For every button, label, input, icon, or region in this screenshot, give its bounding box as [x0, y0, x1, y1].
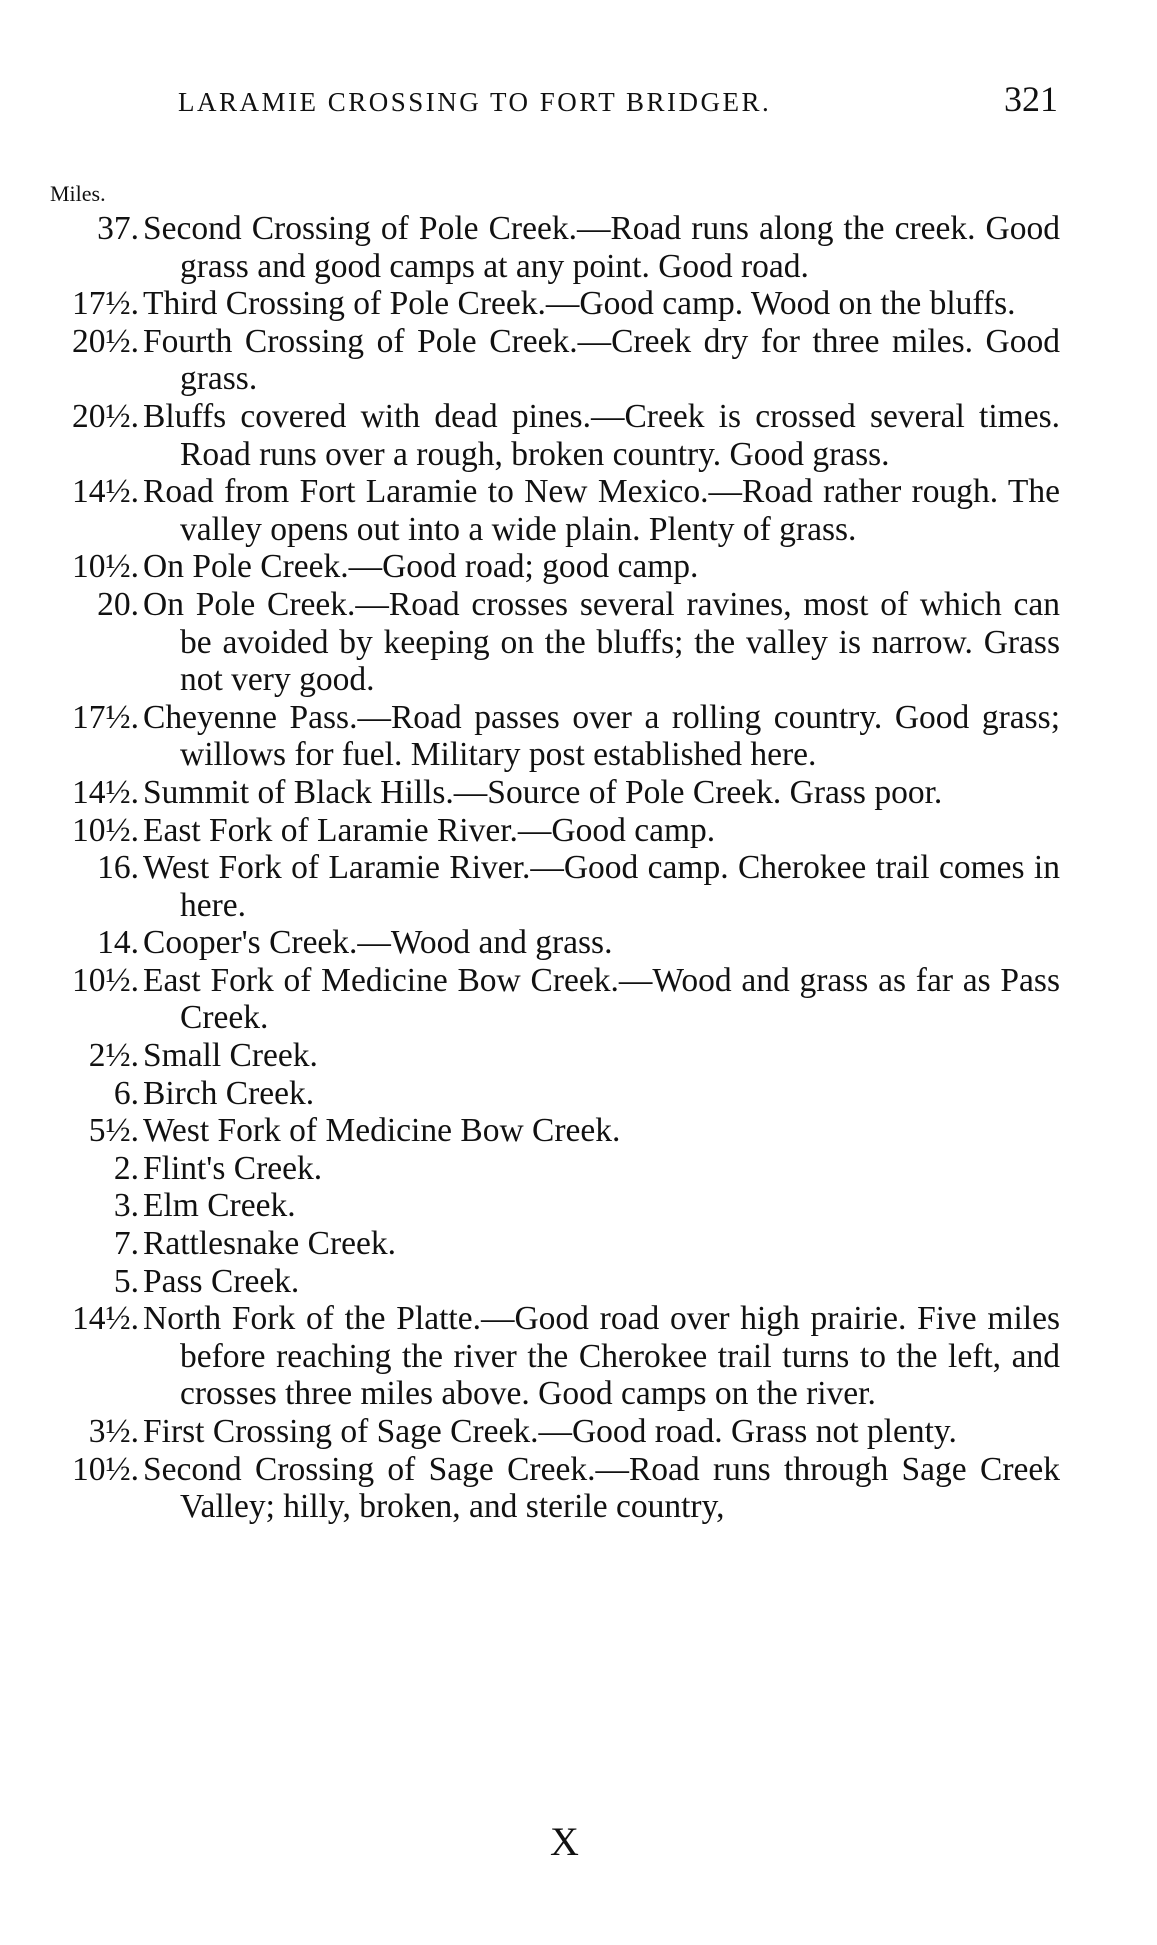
itinerary-entry	[40, 1225, 1060, 1263]
entry-distance: 17½.	[72, 698, 139, 736]
itinerary-entry	[40, 1112, 1060, 1150]
entry-distance: 7.	[113, 1225, 139, 1263]
entry-text: Summit of Black Hills.—Source of Pole Creek. Grass poor.	[143, 773, 943, 811]
entry-distance: 20½.	[72, 322, 139, 360]
itinerary-entry	[40, 548, 1060, 586]
itinerary-entry	[40, 962, 1060, 1037]
entry-distance: 20½.	[72, 397, 139, 435]
entry-text: West Fork of Laramie River.—Good camp. Cherokee trail comes in here.	[143, 849, 1060, 924]
itinerary-entry	[40, 1037, 1060, 1075]
itinerary-entry	[40, 699, 1060, 774]
itinerary-entry	[40, 1300, 1060, 1413]
entry-distance: 5½.	[88, 1112, 139, 1150]
running-title: LARAMIE CROSSING TO FORT BRIDGER.	[178, 87, 772, 117]
page-number: 321	[1004, 79, 1058, 119]
entry-text: Small Creek.	[143, 1037, 318, 1075]
entry-distance: 14½.	[72, 773, 139, 811]
signature-mark: X	[550, 1819, 579, 1864]
entry-text: Elm Creek.	[143, 1187, 296, 1225]
itinerary-entry	[40, 398, 1060, 473]
entry-distance: 10½.	[72, 811, 139, 849]
entry-text: Second Crossing of Pole Creek.—Road runs along the creek. Good grass and good camps at any point. Good road.	[143, 210, 1060, 285]
entry-distance: 16.	[97, 849, 139, 887]
itinerary-entry	[40, 924, 1060, 962]
entry-distance: 14½.	[72, 1300, 139, 1338]
entry-text: Rattlesnake Creek.	[143, 1225, 397, 1263]
miles-column-label: Miles.	[50, 181, 106, 206]
itinerary-entry	[40, 1413, 1060, 1451]
entry-text: Pass Creek.	[143, 1262, 300, 1300]
itinerary-entry	[40, 849, 1060, 924]
itinerary-entry	[40, 586, 1060, 699]
entry-text: First Crossing of Sage Creek.—Good road. Grass not plenty.	[143, 1413, 957, 1450]
entry-text: Road from Fort Laramie to New Mexico.—Road rather rough. The valley opens out into a wide plain. Plenty of grass.	[143, 473, 1060, 548]
entry-text: Third Crossing of Pole Creek.—Good camp. Wood on the bluffs.	[143, 285, 1016, 323]
entry-distance: 2.	[113, 1149, 139, 1187]
entry-text: On Pole Creek.—Road crosses several ravines, most of which can be avoided by keeping on the bluffs; the valley is narrow. Grass not very good.	[143, 585, 1060, 699]
entry-distance: 5.	[113, 1262, 139, 1300]
page-header	[178, 78, 1058, 120]
itinerary-entry	[40, 1187, 1060, 1225]
entry-text: East Fork of Medicine Bow Creek.—Wood and grass as far as Pass Creek.	[143, 961, 1060, 1037]
entry-text: North Fork of the Platte.—Good road over high prairie. Five miles before reaching the river the Cherokee trail turns to the left, and crosses three miles above. Good camps on the river.	[143, 1300, 1060, 1413]
entry-distance: 10½.	[72, 548, 139, 586]
entry-distance: 14.	[97, 924, 139, 962]
entry-text: Cheyenne Pass.—Road passes over a rolling country. Good grass; willows for fuel. Military post established here.	[143, 698, 1060, 774]
itinerary-entry	[40, 473, 1060, 548]
itinerary-list	[40, 210, 1060, 1526]
entry-distance: 3½.	[88, 1413, 139, 1450]
entry-text: Fourth Crossing of Pole Creek.—Creek dry for three miles. Good grass.	[143, 322, 1060, 398]
entry-distance: 6.	[113, 1074, 139, 1112]
entry-text: West Fork of Medicine Bow Creek.	[143, 1112, 621, 1150]
itinerary-entry	[40, 1451, 1060, 1526]
entry-text: Birch Creek.	[143, 1074, 315, 1112]
entry-text: Bluffs covered with dead pines.—Creek is crossed several times. Road runs over a rough, broken country. Good grass.	[143, 397, 1060, 473]
itinerary-entry	[40, 774, 1060, 812]
entry-text: On Pole Creek.—Good road; good camp.	[143, 548, 699, 586]
entry-text: Flint's Creek.	[143, 1149, 323, 1187]
entry-text: Cooper's Creek.—Wood and grass.	[143, 924, 613, 962]
itinerary-entry	[40, 1263, 1060, 1301]
itinerary-entry	[40, 1075, 1060, 1113]
itinerary-entry	[40, 812, 1060, 850]
entry-distance: 17½.	[72, 285, 139, 323]
itinerary-entry	[40, 285, 1060, 323]
entry-distance: 10½.	[72, 1450, 139, 1488]
itinerary-entry	[40, 1150, 1060, 1188]
itinerary-entry	[40, 210, 1060, 285]
entry-distance: 3.	[113, 1187, 139, 1225]
itinerary-entry	[40, 323, 1060, 398]
entry-distance: 10½.	[72, 961, 139, 999]
entry-distance: 20.	[97, 585, 139, 623]
entry-distance: 37.	[97, 210, 139, 247]
entry-distance: 14½.	[72, 473, 139, 511]
entry-text: East Fork of Laramie River.—Good camp.	[143, 811, 716, 849]
entry-text: Second Crossing of Sage Creek.—Road runs through Sage Creek Valley; hilly, broken, and sterile country,	[143, 1450, 1060, 1526]
entry-distance: 2½.	[88, 1037, 139, 1075]
